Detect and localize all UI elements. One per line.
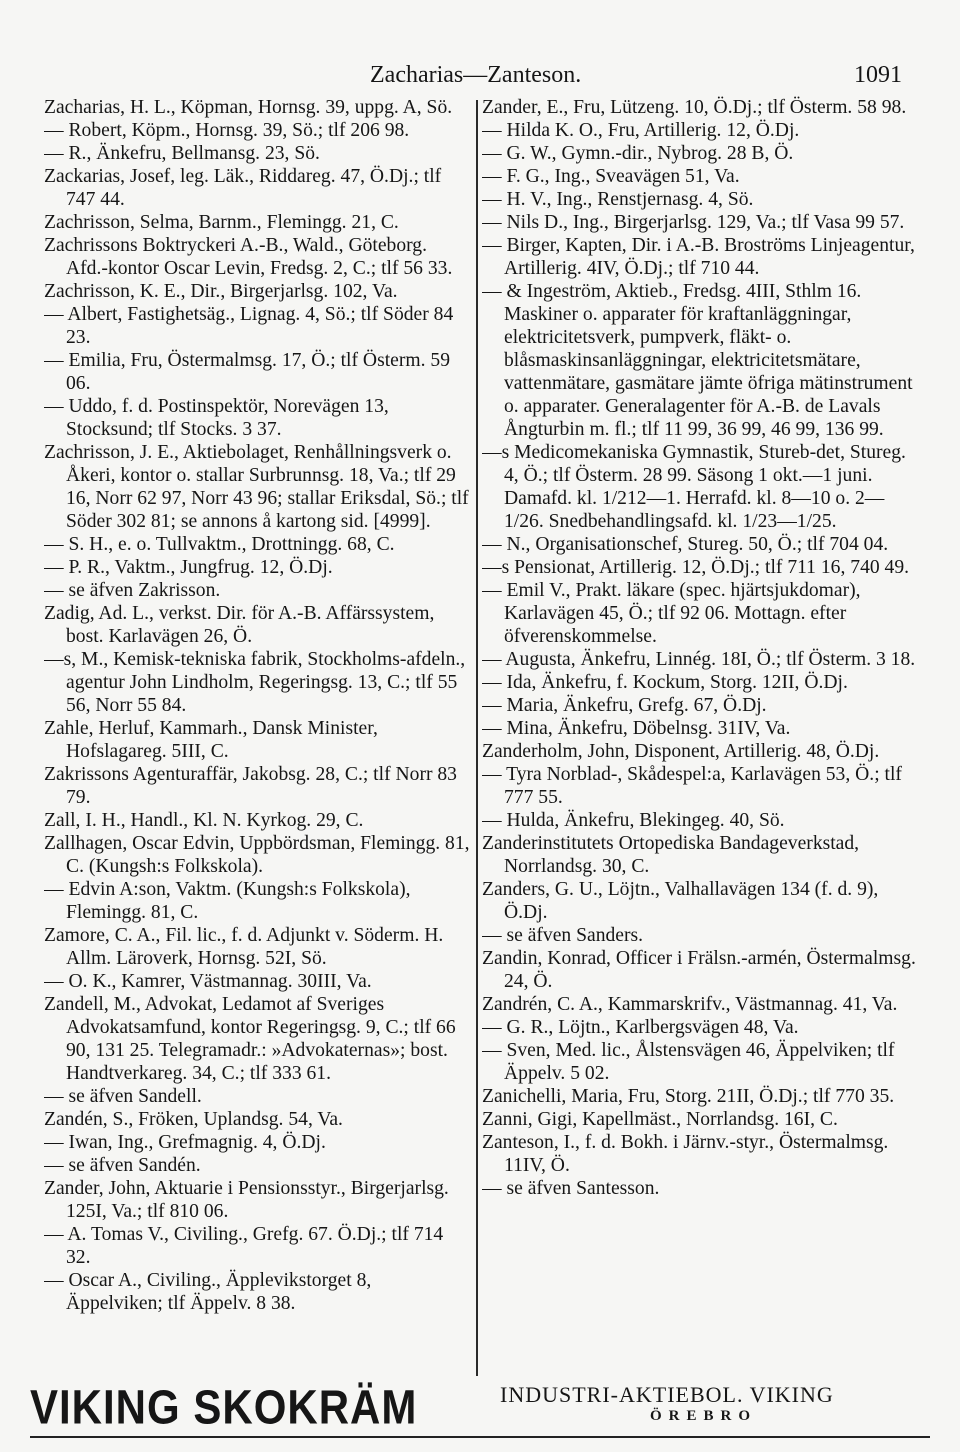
directory-entry: — G. R., Löjtn., Karlbergsvägen 48, Va.: [482, 1017, 799, 1038]
directory-entry: — R., Änkefru, Bellmansg. 23, Sö.: [44, 143, 320, 164]
directory-entry: — se äfven Sandell.: [44, 1086, 202, 1107]
ad-viking-skokram: VIKING SKOKRÄM: [30, 1380, 418, 1435]
column-divider: [476, 100, 478, 1376]
directory-entry: — Robert, Köpm., Hornsg. 39, Sö.; tlf 206 98.: [44, 120, 410, 141]
directory-entry: Zanichelli, Maria, Fru, Storg. 21II, Ö.Dj.; tlf 770 35.: [482, 1086, 895, 1107]
directory-entry: Zall, I. H., Handl., Kl. N. Kyrkog. 29, C.: [44, 810, 364, 831]
directory-entry: Zachrissons Boktryckeri A.-B., Wald., Göteborg. Afd.-kontor Oscar Levin, Fredsg. 2, C.; tlf 56 33.: [44, 235, 453, 279]
directory-entry: — A. Tomas V., Civiling., Grefg. 67. Ö.Dj.; tlf 714 32.: [44, 1224, 444, 1268]
directory-entry: — Iwan, Ing., Grefmagnig. 4, Ö.Dj.: [44, 1132, 326, 1153]
advertisement-footer: [30, 1378, 930, 1434]
directory-entry: Zanderholm, John, Disponent, Artillerig. 48, Ö.Dj.: [482, 741, 880, 762]
directory-entry: — Nils D., Ing., Birgerjarlsg. 129, Va.; tlf Vasa 99 57.: [482, 212, 905, 233]
directory-entry: — S. H., e. o. Tullvaktm., Drottningg. 68, C.: [44, 534, 395, 555]
directory-entry: Zandrén, C. A., Kammarskrifv., Västmannag. 41, Va.: [482, 994, 898, 1015]
directory-entry: — N., Organisationschef, Stureg. 50, Ö.; tlf 704 04.: [482, 534, 889, 555]
directory-entry: — Albert, Fastighetsäg., Lignag. 4, Sö.; tlf Söder 84 23.: [44, 304, 454, 348]
directory-entry: — Emil V., Prakt. läkare (spec. hjärtsjukdomar), Karlavägen 45, Ö.; tlf 92 06. Mottagn. efter öfverenskommelse.: [482, 580, 861, 647]
directory-entry: Zander, E., Fru, Lützeng. 10, Ö.Dj.; tlf Österm. 58 98.: [482, 97, 907, 118]
directory-entry: Zakrissons Agenturaffär, Jakobsg. 28, C.; tlf Norr 83 79.: [44, 764, 457, 808]
directory-entry: Zachrisson, K. E., Dir., Birgerjarlsg. 102, Va.: [44, 281, 398, 302]
directory-entry: — Hilda K. O., Fru, Artillerig. 12, Ö.Dj.: [482, 120, 800, 141]
page-header: [0, 62, 960, 96]
ad-company-city: ÖREBRO: [650, 1408, 758, 1424]
running-title: Zacharias—Zanteson.: [370, 62, 582, 88]
directory-entry: — Mina, Änkefru, Döbelnsg. 31IV, Va.: [482, 718, 791, 739]
directory-entry: — G. W., Gymn.-dir., Nybrog. 28 B, Ö.: [482, 143, 794, 164]
directory-entry: Zanni, Gigi, Kapellmäst., Norrlandsg. 16I, C.: [482, 1109, 838, 1130]
directory-entry: Zanderinstitutets Ortopediska Bandageverkstad, Norrlandsg. 30, C.: [482, 833, 860, 877]
directory-entry: — Hulda, Änkefru, Blekingeg. 40, Sö.: [482, 810, 785, 831]
directory-entry: —s Pensionat, Artillerig. 12, Ö.Dj.; tlf 711 16, 740 49.: [482, 557, 910, 578]
directory-entry: Zachrisson, J. E., Aktiebolaget, Renhållningsverk o. Åkeri, kontor o. stallar Surbrunnsg. 18, Va.; tlf 29 16, Norr 62 97, Norr 43 96; stallar Eriksdal, Sö.; tlf Söder 302 81; se annons å kartong sid. [4999].: [44, 442, 469, 532]
directory-entry: — Ida, Änkefru, f. Kockum, Storg. 12II, Ö.Dj.: [482, 672, 848, 693]
directory-entry: Zanteson, I., f. d. Bokh. i Järnv.-styr., Östermalmsg. 11IV, Ö.: [482, 1132, 889, 1176]
directory-entry: Zahle, Herluf, Kammarh., Dansk Minister, Hofslagareg. 5III, C.: [44, 718, 378, 762]
footer-rule: [30, 1436, 930, 1438]
directory-entry: — Oscar A., Civiling., Äpplevikstorget 8, Äppelviken; tlf Äppelv. 8 38.: [44, 1270, 372, 1314]
directory-entry: Zandell, M., Advokat, Ledamot af Sveriges Advokatsamfund, kontor Regeringsg. 9, C.; tlf 66 90, 131 25. Telegramadr.: »Advokaternas»; bost. Handtverkareg. 34, C.; tlf 333 61.: [44, 994, 456, 1084]
directory-entry: — se äfven Sandén.: [44, 1155, 201, 1176]
directory-entry: — se äfven Santesson.: [482, 1178, 660, 1199]
directory-entry: — se äfven Sanders.: [482, 925, 644, 946]
directory-entry: Zadig, Ad. L., verkst. Dir. för A.-B. Affärssystem, bost. Karlavägen 26, Ö.: [44, 603, 435, 647]
directory-entry: — Augusta, Änkefru, Linnég. 18I, Ö.; tlf Österm. 3 18.: [482, 649, 916, 670]
directory-entry: — P. R., Vaktm., Jungfrug. 12, Ö.Dj.: [44, 557, 333, 578]
directory-entry: Zachrisson, Selma, Barnm., Flemingg. 21, C.: [44, 212, 399, 233]
directory-entry: — F. G., Ing., Sveavägen 51, Va.: [482, 166, 740, 187]
directory-entry: Zackarias, Josef, leg. Läk., Riddareg. 47, Ö.Dj.; tlf 747 44.: [44, 166, 442, 210]
directory-entry: Zandin, Konrad, Officer i Frälsn.-armén, Östermalmsg. 24, Ö.: [482, 948, 916, 992]
directory-entry: — & Ingeström, Aktieb., Fredsg. 4III, Sthlm 16. Maskiner o. apparater för kraftanläggningar, elektricitetsverk, pumpverk, fläkt- o. blåsmaskinsanläggningar, elektricitetsmätare, vattenmätare, gasmätare jämte öfriga mätinstrument o. apparater. Generalagenter för A.-B. de Lavals Ångturbin m. fl.; tlf 11 99, 36 99, 46 99, 136 99.: [482, 281, 913, 440]
directory-entry: Zandén, S., Fröken, Uplandsg. 54, Va.: [44, 1109, 343, 1130]
directory-entry: Zallhagen, Oscar Edvin, Uppbördsman, Flemingg. 81, C. (Kungsh:s Folkskola).: [44, 833, 470, 877]
directory-entry: Zacharias, H. L., Köpman, Hornsg. 39, uppg. A, Sö.: [44, 97, 453, 118]
directory-entry: — se äfven Zakrisson.: [44, 580, 221, 601]
directory-entry: — Uddo, f. d. Postinspektör, Norevägen 13, Stocksund; tlf Stocks. 3 37.: [44, 396, 389, 440]
directory-entry: —s Medicomekaniska Gymnastik, Stureb-det, Stureg. 4, Ö.; tlf Österm. 28 99. Säsong 1 okt.—1 juni. Damafd. kl. 1/212—1. Herrafd. kl. 8—10 o. 2—1/26. Snedbehandlingsafd. kl. 1/23—1/25.: [482, 442, 906, 532]
directory-entry: Zamore, C. A., Fil. lic., f. d. Adjunkt v. Söderm. H. Allm. Läroverk, Hornsg. 52I, Sö.: [44, 925, 444, 969]
directory-entry: — Maria, Änkefru, Grefg. 67, Ö.Dj.: [482, 695, 767, 716]
directory-entry: — Sven, Med. lic., Ålstensvägen 46, Äppelviken; tlf Äppelv. 5 02.: [482, 1040, 895, 1084]
directory-entry: — H. V., Ing., Renstjernasg. 4, Sö.: [482, 189, 754, 210]
page-number: 1091: [854, 62, 902, 88]
directory-entry: —s, M., Kemisk-tekniska fabrik, Stockholms-afdeln., agentur John Lindholm, Regeringsg. 13, C.; tlf 55 56, Norr 55 84.: [44, 649, 466, 716]
directory-entry: Zander, John, Aktuarie i Pensionsstyr., Birgerjarlsg. 125I, Va.; tlf 810 06.: [44, 1178, 449, 1222]
directory-entry: — Birger, Kapten, Dir. i A.-B. Broströms Linjeagentur, Artillerig. 4IV, Ö.Dj.; tlf 710 44.: [482, 235, 915, 279]
left-column: [44, 96, 472, 1376]
ad-company-name: INDUSTRI-AKTIEBOL. VIKING: [500, 1382, 834, 1407]
directory-entry: — Tyra Norblad-, Skådespel:a, Karlavägen 53, Ö.; tlf 777 55.: [482, 764, 902, 808]
directory-entry: — Emilia, Fru, Östermalmsg. 17, Ö.; tlf Österm. 59 06.: [44, 350, 450, 394]
right-column: [482, 96, 916, 1376]
directory-entry: Zanders, G. U., Löjtn., Valhallavägen 134 (f. d. 9), Ö.Dj.: [482, 879, 879, 923]
directory-entry: — Edvin A:son, Vaktm. (Kungsh:s Folkskola), Flemingg. 81, C.: [44, 879, 411, 923]
directory-entry: — O. K., Kamrer, Västmannag. 30III, Va.: [44, 971, 372, 992]
